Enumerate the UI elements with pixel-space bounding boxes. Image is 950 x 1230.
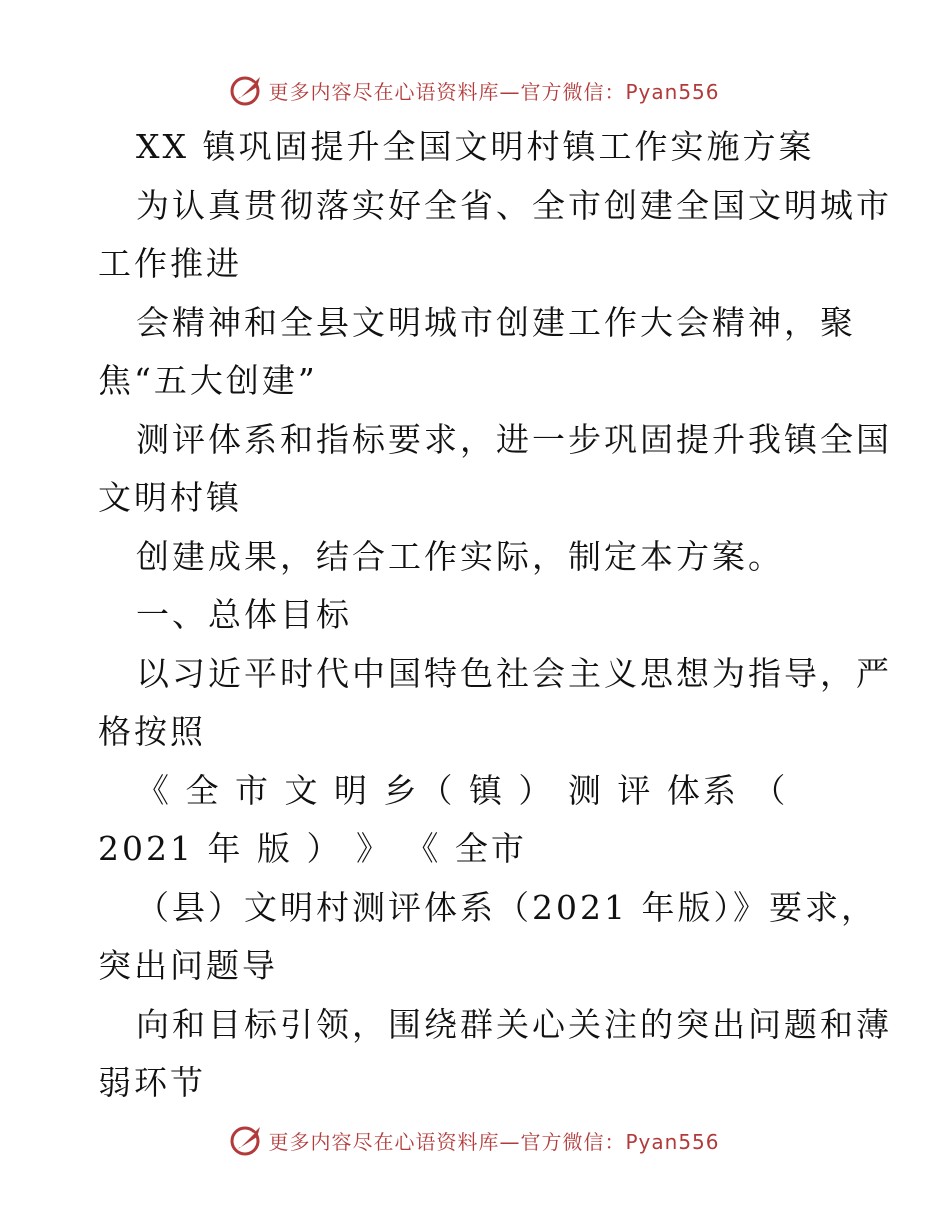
paragraph-line: 格按照: [98, 712, 206, 751]
doc-title: XX 镇巩固提升全国文明村镇工作实施方案: [136, 127, 815, 166]
paragraph-line: 会精神和全县文明城市创建工作大会精神，聚: [136, 302, 856, 342]
section-heading: 一、总体目标: [136, 595, 352, 634]
paragraph-line: 2021 年 版 ） 》 《 全市: [98, 829, 527, 868]
paragraph-line: 焦“五大创建”: [98, 361, 318, 400]
paragraph-line: 向和目标引领，围绕群关心关注的突出问题和薄: [136, 1004, 892, 1044]
paragraph-line: 工作推进: [98, 244, 242, 283]
paragraph-line: 创建成果，结合工作实际，制定本方案。: [136, 536, 784, 576]
paragraph-line: 突出问题导: [98, 946, 278, 985]
paragraph-line: 为认真贯彻落实好全省、全市创建全国文明城市: [136, 185, 892, 225]
paragraph-line: 《 全 市 文 明 乡（ 镇 ） 测 评 体系 （: [136, 770, 789, 810]
paragraph-line: 弱环节: [98, 1063, 206, 1102]
watermark-text: 更多内容尽在心语资料库—官方微信：Pyan556: [268, 79, 720, 104]
document-body: [98, 118, 892, 1113]
paragraph-line: （县）文明村测评体系（2021 年版）》要求，: [136, 887, 877, 927]
watermark-text: 更多内容尽在心语资料库—官方微信：Pyan556: [268, 1129, 720, 1154]
watermark-footer: [0, 1120, 950, 1160]
paragraph-line: 测评体系和指标要求，进一步巩固提升我镇全国: [136, 419, 892, 459]
paragraph-line: 文明村镇: [98, 478, 242, 517]
watermark-header: [0, 70, 950, 110]
quill-logo-icon: [230, 73, 264, 107]
paragraph-line: 以习近平时代中国特色社会主义思想为指导，严: [136, 653, 892, 693]
quill-logo-icon: [230, 1123, 264, 1157]
